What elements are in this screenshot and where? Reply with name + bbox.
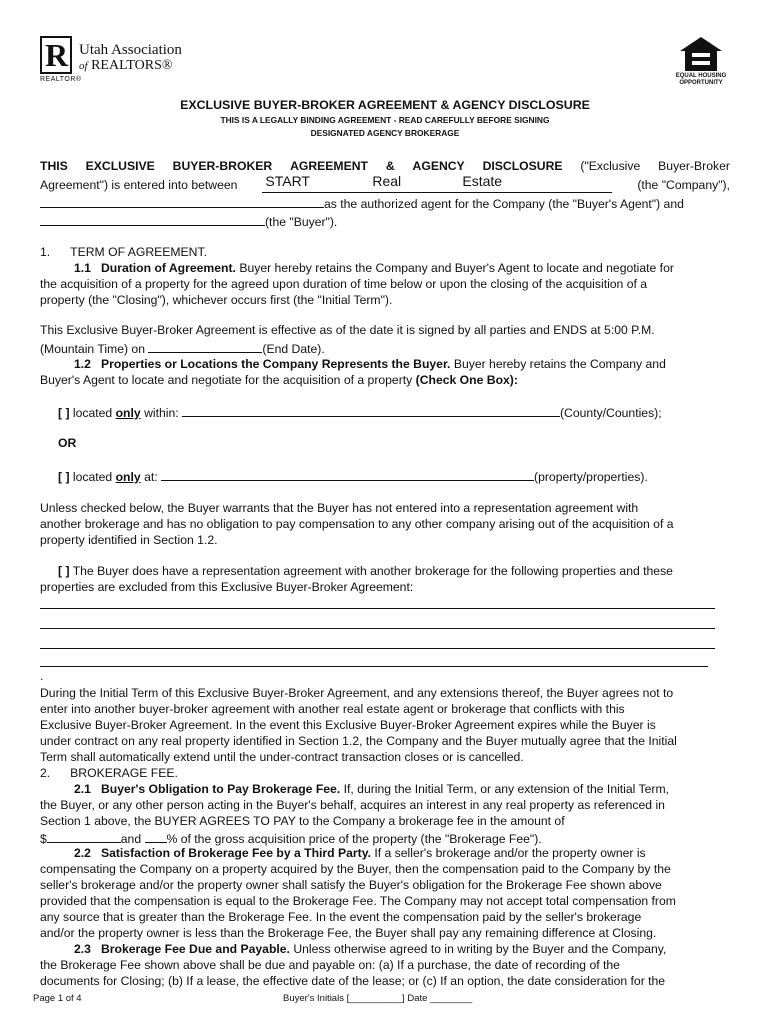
company-name-field[interactable]: START Real Estate (262, 177, 612, 193)
unless-line-1: Unless checked below, the Buyer warrants that the Buyer has not entered into a representation agreement with (40, 501, 639, 515)
property-checkbox[interactable]: [ ] (58, 470, 70, 484)
excluded-properties-line-1[interactable] (40, 608, 715, 609)
or-separator: OR (58, 436, 77, 450)
end-date-field[interactable] (148, 340, 262, 353)
during-line-5: Term shall automatically extend until the under-contract transaction closes or is cancelled. (40, 750, 524, 764)
effective-line-2: (Mountain Time) on (End Date). (40, 342, 325, 356)
section-2-2-line-2: compensating the Company on a property acquired by the Buyer, then the compensation paid to the Company by the (40, 862, 671, 876)
option-county-row: [ ] located only within: (County/Counties); (58, 406, 662, 420)
section-2-2-line-4: provided that the compensation is equal to the Brokerage Fee. The Company may not accept total compensation from (40, 894, 676, 908)
trailing-dot: . (40, 669, 44, 683)
option-property-row: [ ] located only at: (property/properties). (58, 470, 648, 484)
intro-line-4: (the "Buyer"). (40, 213, 730, 230)
realtor-logo (40, 36, 190, 84)
equal-housing-icon (679, 36, 723, 72)
section-2-1-line-3: Section 1 above, the BUYER AGREES TO PAY to the Company a brokerage fee in the amount of (40, 814, 565, 828)
section-2-3-line-3: documents for Closing; (b) If a lease, the effective date of the lease; or (c) If an option, the date consideration for the (40, 974, 666, 988)
section-2-1-line-4: $ and % of the gross acquisition price of the property (the "Brokerage Fee"). (40, 832, 542, 846)
section-2-3-line-2: the Brokerage Fee shown above shall be due and payable on: (a) If a purchase, the date of recording of the (40, 958, 620, 972)
section-2-2-line-3: seller's brokerage and/or the property owner shall satisfy the Buyer's obligation for the Brokerage Fee shown above (40, 878, 662, 892)
section-1-2-line-2: Buyer's Agent to locate and negotiate for the acquisition of a property (Check One Box): (40, 373, 518, 387)
intro-line-1: THIS EXCLUSIVE BUYER-BROKER AGREEMENT & AGENCY DISCLOSURE ("Exclusive Buyer-Broker (40, 159, 730, 173)
association-name-line1: Utah Association (79, 42, 182, 58)
unless-line-3: property identified in Section 1.2. (40, 533, 218, 547)
association-name-line2: of REALTORS® (79, 58, 173, 73)
buyer-initials-footer: Buyer's Initials [__________] Date ________ (283, 993, 473, 1004)
section-2-2-line-5: any source that is greater than the Brokerage Fee. In the event the compensation paid by the seller's brokerage (40, 910, 642, 924)
intro-line-2: Agreement") is entered into between START Real Estate (the "Company"), (40, 173, 730, 192)
brokerage-type: DESIGNATED AGENCY BROKERAGE (310, 128, 460, 138)
buyers-agent-field[interactable] (40, 195, 324, 208)
section-1-heading: 1. TERM OF AGREEMENT. (40, 245, 207, 259)
section-2-2-line-6: and/or the property owner is less than the Brokerage Fee, the Buyer shall pay any remaining difference at Closing. (40, 926, 657, 940)
buyer-name-field[interactable] (40, 213, 265, 226)
effective-line-1: This Exclusive Buyer-Broker Agreement is effective as of the date it is signed by all parties and ENDS at 5:00 P.M. (40, 323, 655, 337)
realtor-wordmark: REALTOR® (40, 76, 82, 83)
during-line-4: under contract on any real property identified in Section 1.2, the Company and the Buyer mutually agree that the Initial (40, 734, 677, 748)
excluded-properties-line-4[interactable] (40, 666, 708, 667)
section-1-1-line-1: 1.1 Duration of Agreement. Buyer hereby retains the Company and Buyer's Agent to locate and negotiate for (74, 261, 674, 275)
intro-line-3: as the authorized agent for the Company (the "Buyer's Agent") and (40, 195, 730, 212)
during-line-3: Exclusive Buyer-Broker Agreement. In the event this Exclusive Buyer-Broker Agreement expires while the Buyer is (40, 718, 656, 732)
section-2-2-line-1: 2.2 Satisfaction of Brokerage Fee by a Third Party. If a seller's brokerage and/or the property owner is (74, 846, 646, 860)
fee-percent-field[interactable] (145, 830, 167, 843)
equal-housing-logo (670, 36, 732, 88)
county-field[interactable] (182, 404, 560, 417)
section-2-1-line-2: the Buyer, or any other person acting in the Buyer's behalf, acquires an interest in any real property as referenced in (40, 798, 665, 812)
equal-housing-text-2: OPPORTUNITY (679, 80, 723, 86)
document-title: EXCLUSIVE BUYER-BROKER AGREEMENT & AGENCY DISCLOSURE (180, 98, 590, 112)
county-checkbox[interactable]: [ ] (58, 406, 70, 420)
section-2-3-line-1: 2.3 Brokerage Fee Due and Payable. Unless otherwise agreed to in writing by the Buyer and the Company, (74, 942, 667, 956)
excluded-properties-line-3[interactable] (40, 648, 715, 649)
fee-amount-field[interactable] (47, 830, 121, 843)
section-1-1-line-3: property (the "Closing"), whichever occurs first (the "Initial Term"). (40, 293, 393, 307)
section-2-heading: 2. BROKERAGE FEE. (40, 766, 178, 780)
document-subtitle: THIS IS A LEGALLY BINDING AGREEMENT - READ CAREFULLY BEFORE SIGNING (220, 115, 550, 125)
during-line-1: During the Initial Term of this Exclusive Buyer-Broker Agreement, and any extensions thereof, the Buyer agrees not to (40, 686, 674, 700)
rep-agreement-line-1: [ ] The Buyer does have a representation agreement with another brokerage for the following properties and these (58, 564, 673, 578)
excluded-properties-line-2[interactable] (40, 628, 715, 629)
property-field[interactable] (161, 468, 534, 481)
rep-agreement-line-2: properties are excluded from this Exclusive Buyer-Broker Agreement: (40, 580, 414, 594)
realtor-r-icon: R (40, 36, 72, 74)
page-number: Page 1 of 4 (33, 993, 82, 1004)
section-1-2-line-1: 1.2 Properties or Locations the Company Represents the Buyer. Buyer hereby retains the Company and (74, 357, 666, 371)
unless-line-2: another brokerage and has no obligation to pay compensation to any other company arising out of the acquisition of a (40, 517, 674, 531)
rep-agreement-checkbox[interactable]: [ ] (58, 564, 70, 578)
during-line-2: enter into another buyer-broker agreement with another real estate agent or brokerage that conflicts with this (40, 702, 625, 716)
section-2-1-line-1: 2.1 Buyer's Obligation to Pay Brokerage Fee. If, during the Initial Term, or any extension of the Initial Term, (74, 782, 670, 796)
section-1-1-line-2: the acquisition of a property for the agreed upon duration of time below or upon the closing of the acquisition of a (40, 277, 648, 291)
equal-housing-text-1: EQUAL HOUSING (675, 73, 727, 79)
